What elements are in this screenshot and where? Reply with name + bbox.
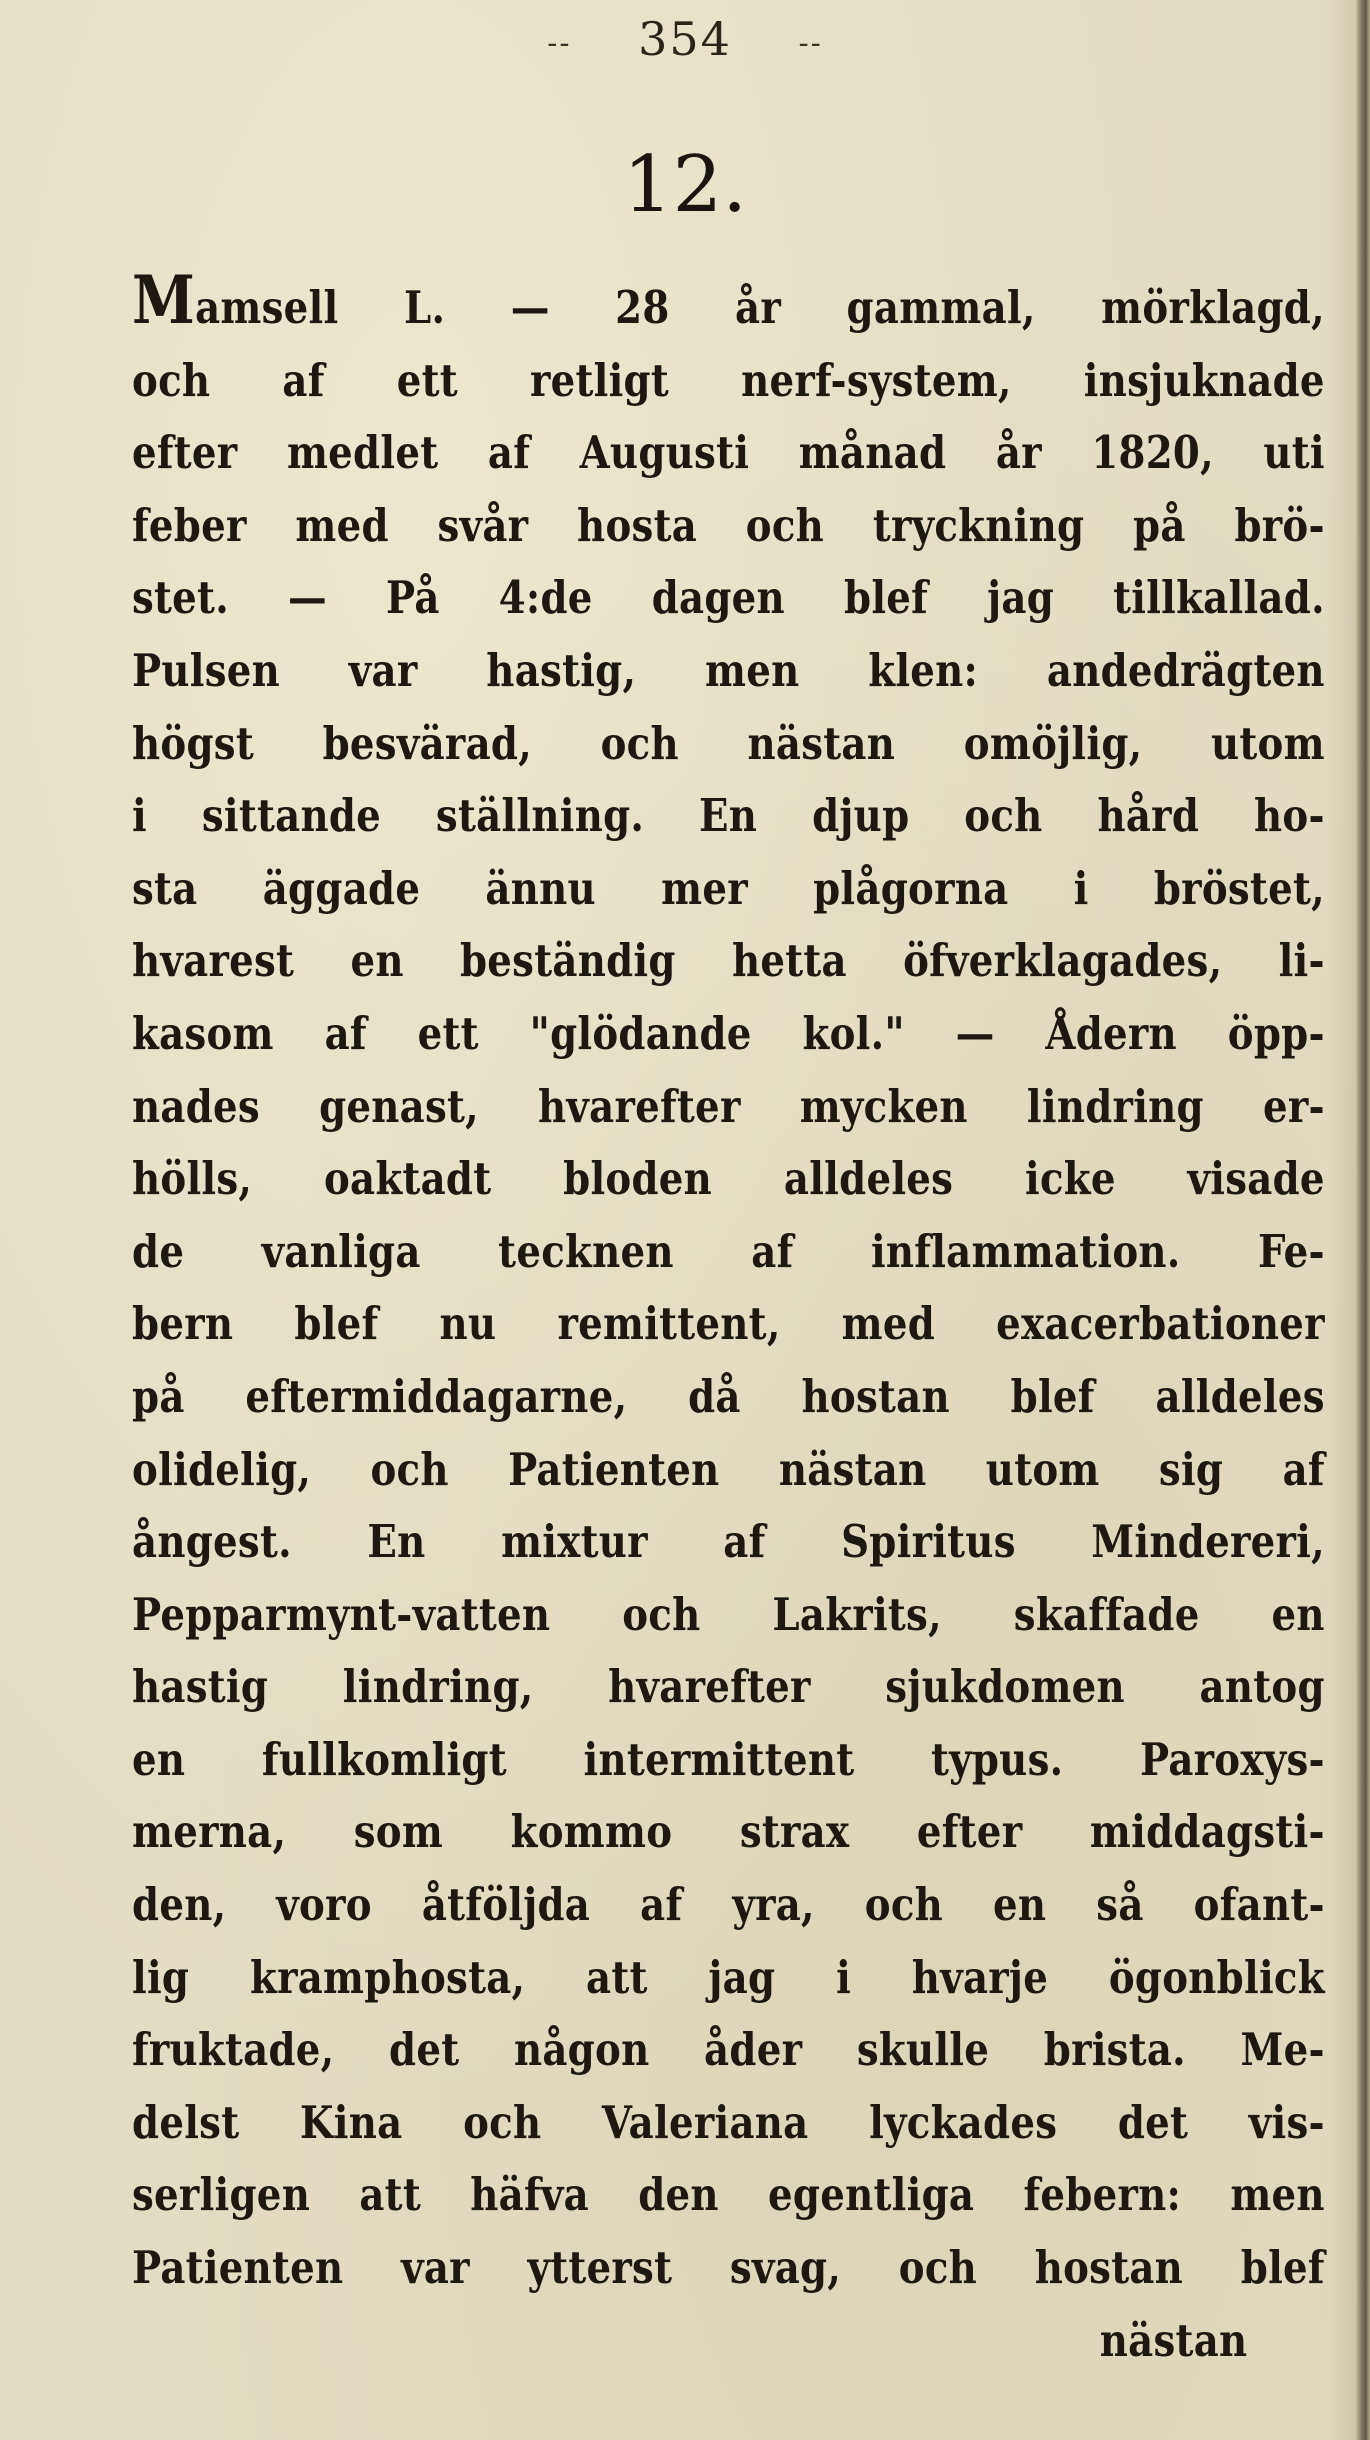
- text-line: den, voro åtföljda af yra, och en så ofant-: [132, 1878, 1325, 1932]
- text-line: högst besvärad, och nästan omöjlig, utom: [132, 716, 1325, 770]
- text-line: de vanliga tecknen af inflammation. Fe-: [132, 1224, 1325, 1278]
- text-line: efter medlet af Augusti månad år 1820, uti: [132, 426, 1325, 480]
- text-line: bern blef nu remittent, med exacerbationer: [132, 1297, 1325, 1351]
- text-line: stet. — På 4:de dagen blef jag tillkallad.: [132, 571, 1325, 625]
- text-line: lig kramphosta, att jag i hvarje ögonblick: [132, 1950, 1325, 2004]
- body-paragraph: [132, 261, 1325, 2377]
- text-line: kasom af ett "glödande kol." — Ådern öpp-: [132, 1006, 1325, 1060]
- text-line: hastig lindring, hvarefter sjukdomen antog: [132, 1660, 1325, 1714]
- text-line: sta äggade ännu mer plågorna i bröstet,: [132, 861, 1325, 915]
- page-edge: [1356, 0, 1370, 2440]
- text-line: och af ett retligt nerf-system, insjuknade: [132, 353, 1325, 407]
- header-dash-right: --: [798, 25, 823, 61]
- text-line: hvarest en beständig hetta öfverklagades, li-: [132, 934, 1325, 988]
- text-line: Patienten var ytterst svag, och hostan blef: [132, 2241, 1325, 2295]
- text-line: nades genast, hvarefter mycken lindring er-: [132, 1079, 1325, 1133]
- text-line: på eftermiddagarne, då hostan blef alldeles: [132, 1369, 1325, 1423]
- text-line: en fullkomligt intermittent typus. Paroxys-: [132, 1732, 1325, 1786]
- text-line: Mamsell L. — 28 år gammal, mörklagd,: [132, 261, 1325, 339]
- section-number: 12.: [622, 140, 748, 230]
- page-header: [0, 12, 1370, 66]
- page-number: 354: [638, 12, 732, 66]
- text-line: Pepparmynt-vatten och Lakrits, skaffade en: [132, 1587, 1325, 1641]
- text-line: delst Kina och Valeriana lyckades det vis-: [132, 2095, 1325, 2149]
- text-line: fruktade, det någon åder skulle brista. Me-: [132, 2023, 1325, 2077]
- text-line: serligen att häfva den egentliga febern: men: [132, 2168, 1325, 2222]
- text-line: hölls, oaktadt bloden alldeles icke visade: [132, 1152, 1325, 1206]
- text-line: merna, som kommo strax efter middagsti-: [132, 1805, 1325, 1859]
- text-line: i sittande ställning. En djup och hård ho-: [132, 789, 1325, 843]
- text-line: feber med svår hosta och tryckning på brö-: [132, 498, 1325, 552]
- text-line: Pulsen var hastig, men klen: andedrägten: [132, 643, 1325, 697]
- text-line: olidelig, och Patienten nästan utom sig af: [132, 1442, 1325, 1496]
- text-line: ångest. En mixtur af Spiritus Mindereri,: [132, 1515, 1325, 1569]
- catchword: nästan: [1099, 2313, 1248, 2367]
- drop-initial: M: [132, 261, 196, 339]
- page-gutter-shadow: [1326, 0, 1356, 2440]
- header-dash-left: --: [547, 25, 572, 61]
